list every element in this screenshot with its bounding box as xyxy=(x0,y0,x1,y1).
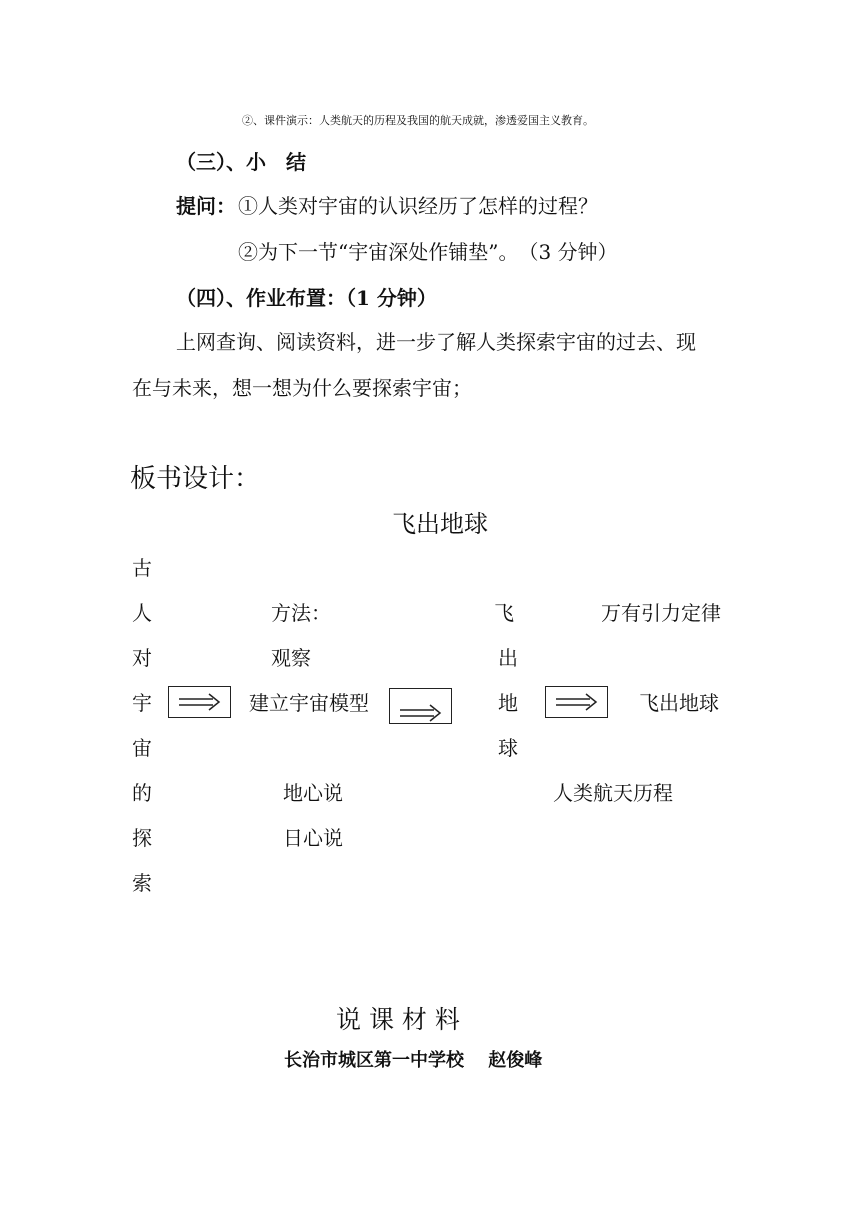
geocentric-text: 地心说 xyxy=(283,781,343,805)
left-column-char: 的 xyxy=(132,781,152,805)
left-column-char: 人 xyxy=(132,601,152,625)
observe-text: 观察 xyxy=(271,646,311,670)
spaceflight-text: 人类航天历程 xyxy=(553,781,673,805)
question-1: ①人类对宇宙的认识经历了怎样的过程？ xyxy=(238,194,598,218)
mid-column-char: 出 xyxy=(498,646,518,670)
question-label: 提问： xyxy=(176,194,236,218)
left-column-char: 宙 xyxy=(132,736,152,760)
board-title: 飞出地球 xyxy=(392,510,488,538)
mid-column-char: 球 xyxy=(498,736,518,760)
left-column-char: 古 xyxy=(132,556,152,580)
board-heading: 板书设计： xyxy=(130,464,261,494)
homework-line-2: 在与未来，想一想为什么要探索宇宙； xyxy=(132,376,472,400)
double-arrow-icon xyxy=(168,686,231,718)
gravity-law-text: 万有引力定律 xyxy=(601,601,721,625)
left-column-char: 对 xyxy=(132,646,152,670)
left-column-char: 探 xyxy=(132,826,152,850)
top-note: ②、课件演示：人类航天的历程及我国的航天成就，渗透爱国主义教育。 xyxy=(242,114,594,127)
build-model-text: 建立宇宙模型 xyxy=(249,691,369,715)
section3-title: （三）、小 结 xyxy=(176,150,306,174)
section4-title: （四）、作业布置：（1 分钟） xyxy=(176,286,437,310)
fly-out-text: 飞出地球 xyxy=(639,691,719,715)
methods-label: 方法： xyxy=(271,601,331,625)
footer-author: 长治市城区第一中学校 赵俊峰 xyxy=(284,1050,543,1071)
left-column-char: 宇 xyxy=(132,691,152,715)
question-2: ②为下一节“宇宙深处作铺垫”。 （3 分钟） xyxy=(238,240,618,264)
double-arrow-icon xyxy=(389,688,452,724)
homework-line-1: 上网查询、阅读资料，进一步了解人类探索宇宙的过去、现 xyxy=(176,330,696,354)
mid-column-char: 飞 xyxy=(494,601,514,625)
left-column-char: 索 xyxy=(132,871,152,895)
heliocentric-text: 日心说 xyxy=(283,826,343,850)
double-arrow-icon xyxy=(545,686,608,718)
mid-column-char: 地 xyxy=(498,691,518,715)
footer-title: 说 课 材 料 xyxy=(336,1005,460,1034)
